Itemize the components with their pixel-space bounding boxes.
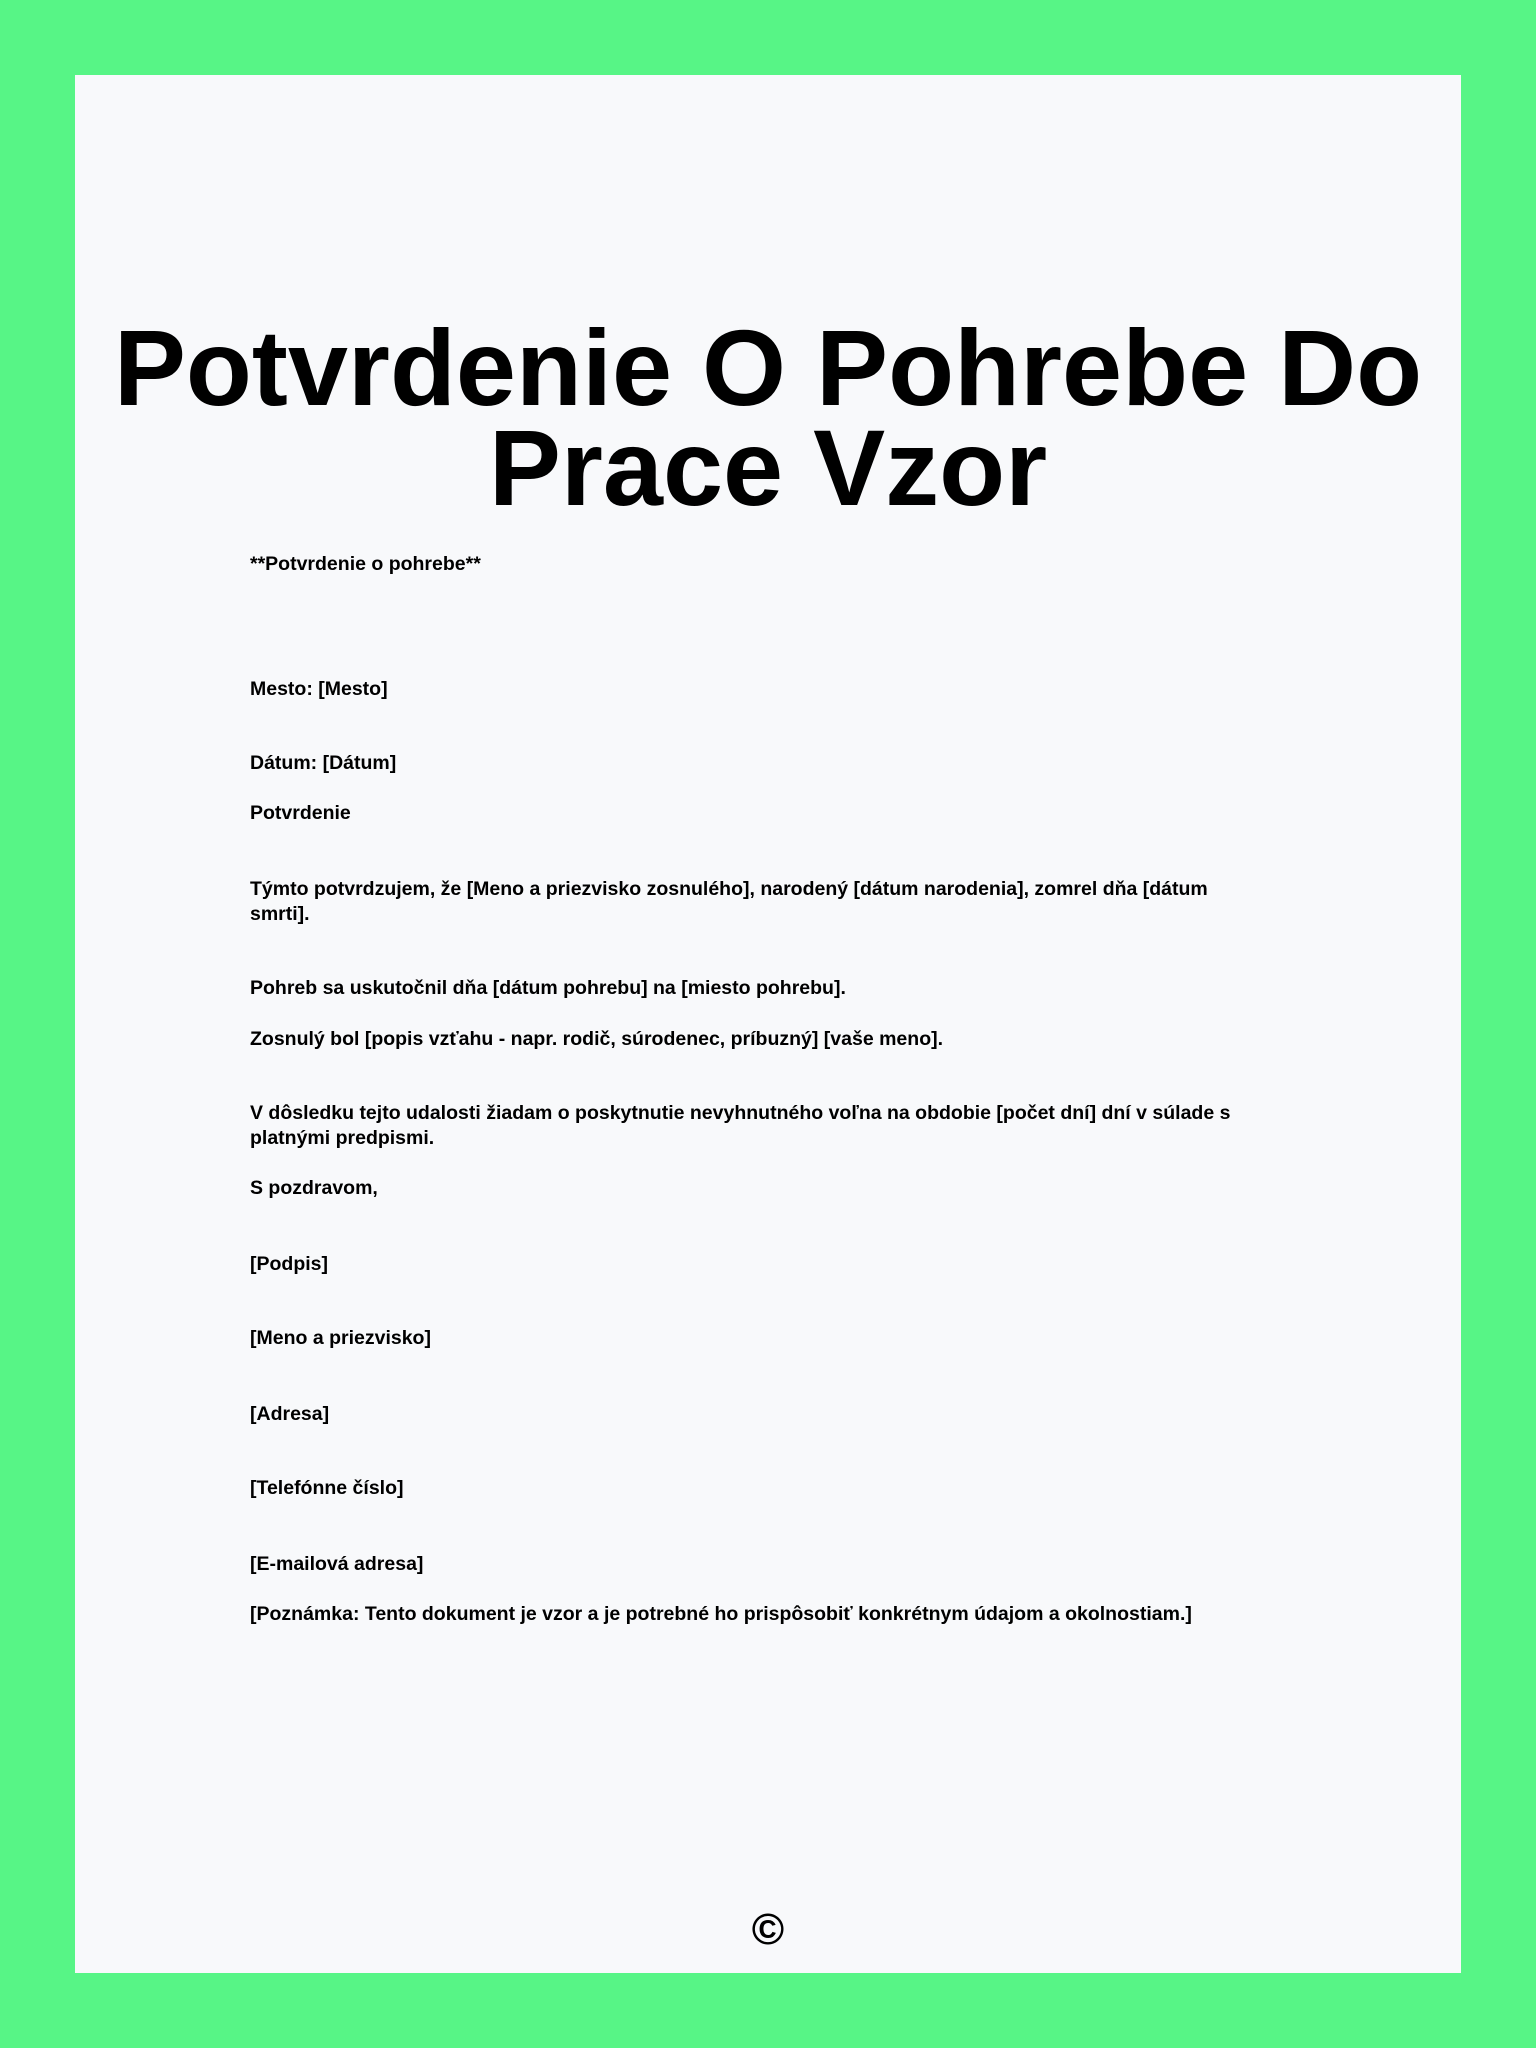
body-paragraph: Pohreb sa uskutočnil dňa [dátum pohrebu] na [miesto pohrebu].	[250, 977, 846, 999]
document-title: Potvrdenie O Pohrebe Do Prace Vzor	[113, 307, 1423, 528]
address-line: [Adresa]	[250, 1403, 330, 1425]
body-paragraph: Zosnulý bol [popis vzťahu - napr. rodič, súrodenec, príbuzný] [vaše meno].	[250, 1028, 944, 1050]
section-heading: Potvrdenie	[250, 802, 351, 824]
body-paragraph: V dôsledku tejto udalosti žiadam o poskytnutie nevyhnutného voľna na obdobie [počet dní] dní v súlade s platnými predpismi.	[250, 1102, 1231, 1149]
body-paragraph: Týmto potvrdzujem, že [Meno a priezvisko zosnulého], narodený [dátum narodenia], zomrel dňa [dátum smrti].	[250, 878, 1208, 925]
note-line: [Poznámka: Tento dokument je vzor a je potrebné ho prispôsobiť konkrétnym údajom a okolnostiam.]	[250, 1603, 1192, 1625]
signature-line: [Podpis]	[250, 1253, 328, 1275]
name-line: [Meno a priezvisko]	[250, 1327, 431, 1349]
city-line: Mesto: [Mesto]	[250, 678, 388, 700]
document-page	[75, 75, 1461, 1973]
closing-line: S pozdravom,	[250, 1177, 378, 1199]
heading-paragraph: **Potvrdenie o pohrebe**	[250, 553, 481, 575]
email-line: [E-mailová adresa]	[250, 1553, 424, 1575]
phone-line: [Telefónne číslo]	[250, 1477, 404, 1499]
copyright-icon: ©	[751, 1905, 785, 1954]
date-line: Dátum: [Dátum]	[250, 752, 397, 774]
